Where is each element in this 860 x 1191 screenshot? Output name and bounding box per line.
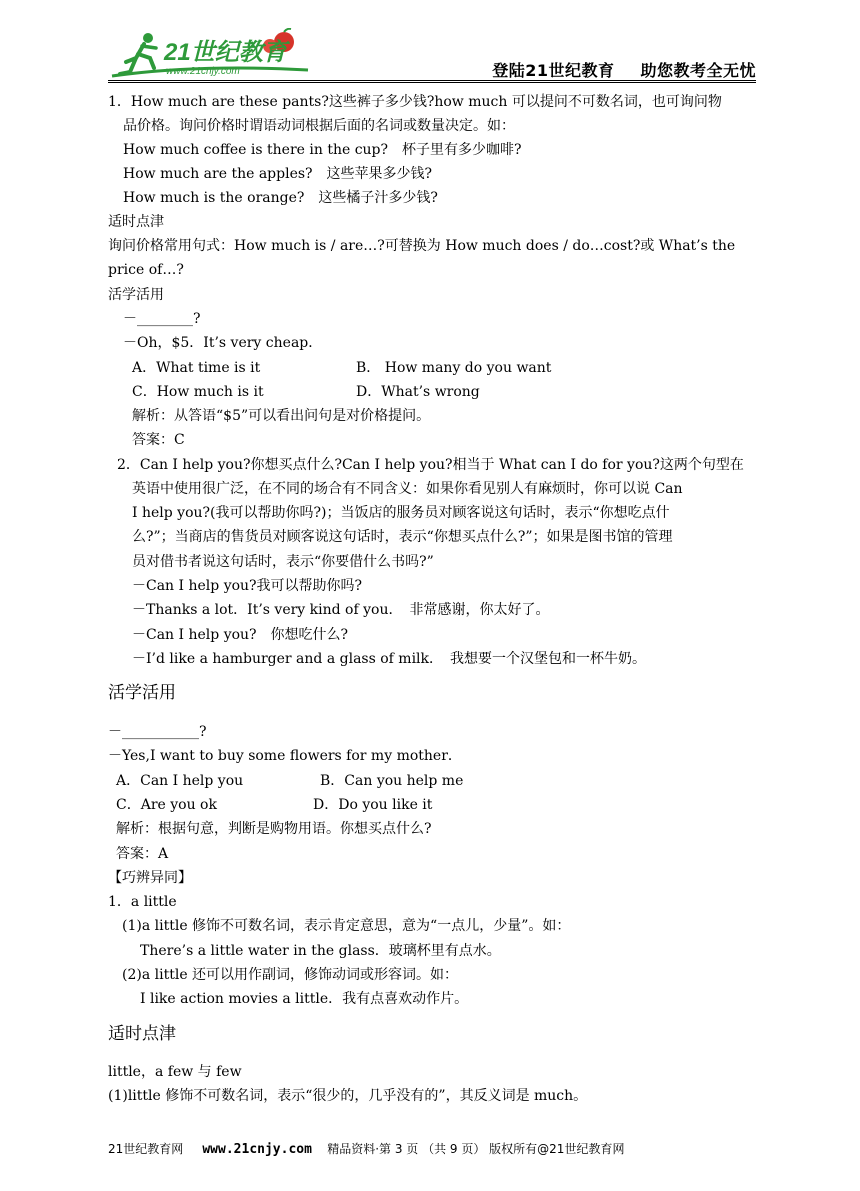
option-b: B．Can you help me [320,773,464,789]
text-line: (2)a little 还可以用作副词，修饰动词或形容词。如： [122,967,459,983]
explanation: 解析：根据句意，判断是购物用语。你想买点什么? [116,821,432,837]
text-line: 么?”；当商店的售货员对顾客说这句话时，表示“你想买点什么?”；如果是图书馆的管理 [132,529,673,545]
option-a: A．What time is it [132,360,261,376]
explanation: 解析：从答语“$5”可以看出问句是对价格提问。 [132,408,431,424]
example-line: There’s a little water in the glass．玻璃杯里有点水。 [140,943,501,959]
slogan-right: 助您教考全无忧 [640,61,756,80]
text-line: How much coffee is there in the cup? 杯子里有多少咖啡? [123,142,522,158]
page-header [108,28,756,80]
text-line: 品价格。询问价格时谓语动词根据后面的名词或数量决定。如： [123,118,515,134]
footer-page-info: 精品资料·第 3 页 （共 9 页） 版权所有@21世纪教育网 [327,1142,625,1156]
text-line: 1．How much are these pants?这些裤子多少钱?how much 可以提问不可数名词，也可询问物 [108,94,722,110]
header-divider-secondary [108,82,756,83]
section-heading: 【巧辨异同】 [108,870,192,886]
footer-site: 21世纪教育网 [108,1142,184,1156]
section-heading: 活学活用 [108,287,164,303]
text-line: (1)a little 修饰不可数名词，表示肯定意思，意为“一点儿，少量”。如： [122,918,571,934]
answer-key: 答案：C [132,432,185,448]
text-line: (1)little 修饰不可数名词，表示“很少的，几乎没有的”，其反义词是 much。 [108,1088,588,1104]
text-line: little，a few 与 few [108,1064,242,1080]
answer-key: 答案：A [116,846,169,862]
option-d: D．What’s wrong [356,384,480,400]
site-logo [108,28,318,80]
header-divider [108,80,756,81]
text-line: 2．Can I help you?你想买点什么?Can I help you?相当于 What can I do for you?这两个句型在 [117,457,744,473]
option-b: B． How many do you want [356,360,552,376]
section-heading: 适时点津 [108,214,164,230]
header-slogan [492,58,756,81]
answer-line: －Oh，$5．It’s very cheap． [123,335,323,351]
question-blank: －________? [123,311,201,327]
page-footer [108,1140,624,1157]
question-blank: －___________? [108,724,207,740]
section-heading: 活学活用 [108,683,176,703]
text-line: 员对借书者说这句话时，表示“你要借什么书吗?” [132,554,434,570]
logo-text: 21世纪教育 [164,39,287,66]
dialog-line: －Thanks a lot．It’s very kind of you． 非常感谢，你太好了。 [132,602,550,618]
text-line: 英语中使用很广泛，在不同的场合有不同含义：如果你看见别人有麻烦时，你可以说 Can [132,481,683,497]
text-line: 询问价格常用句式：How much is / are…?可替换为 How much does / do…cost?或 What’s the [108,238,736,254]
text-line: How much is the orange? 这些橘子汁多少钱? [123,190,438,206]
dialog-line: －Can I help you? 你想吃什么? [132,627,349,643]
example-line: I like action movies a little．我有点喜欢动作片。 [140,991,469,1007]
text-line: 1．a little [108,894,177,910]
option-c: C．Are you ok [116,797,217,813]
dialog-line: －I’d like a hamburger and a glass of milk． 我想要一个汉堡包和一杯牛奶。 [132,651,647,667]
footer-url[interactable]: www.21cnjy.com [202,1142,312,1157]
option-c: C．How much is it [132,384,264,400]
text-line: How much are the apples? 这些苹果多少钱? [123,166,433,182]
slogan-left: 登陆21世纪教育 [492,61,615,80]
text-line: I help you?(我可以帮助你吗?)；当饭店的服务员对顾客说这句话时，表示“你想吃点什 [132,505,670,521]
text-line: price of…? [108,262,184,278]
running-figure-icon [120,33,156,74]
option-a: A．Can I help you [116,773,244,789]
logo-url: www.21cnjy.com [166,66,240,77]
section-heading: 适时点津 [108,1024,176,1044]
dialog-line: －Can I help you?我可以帮助你吗? [132,578,363,594]
option-d: D．Do you like it [313,797,433,813]
answer-line: －Yes,I want to buy some flowers for my mother． [108,748,462,764]
